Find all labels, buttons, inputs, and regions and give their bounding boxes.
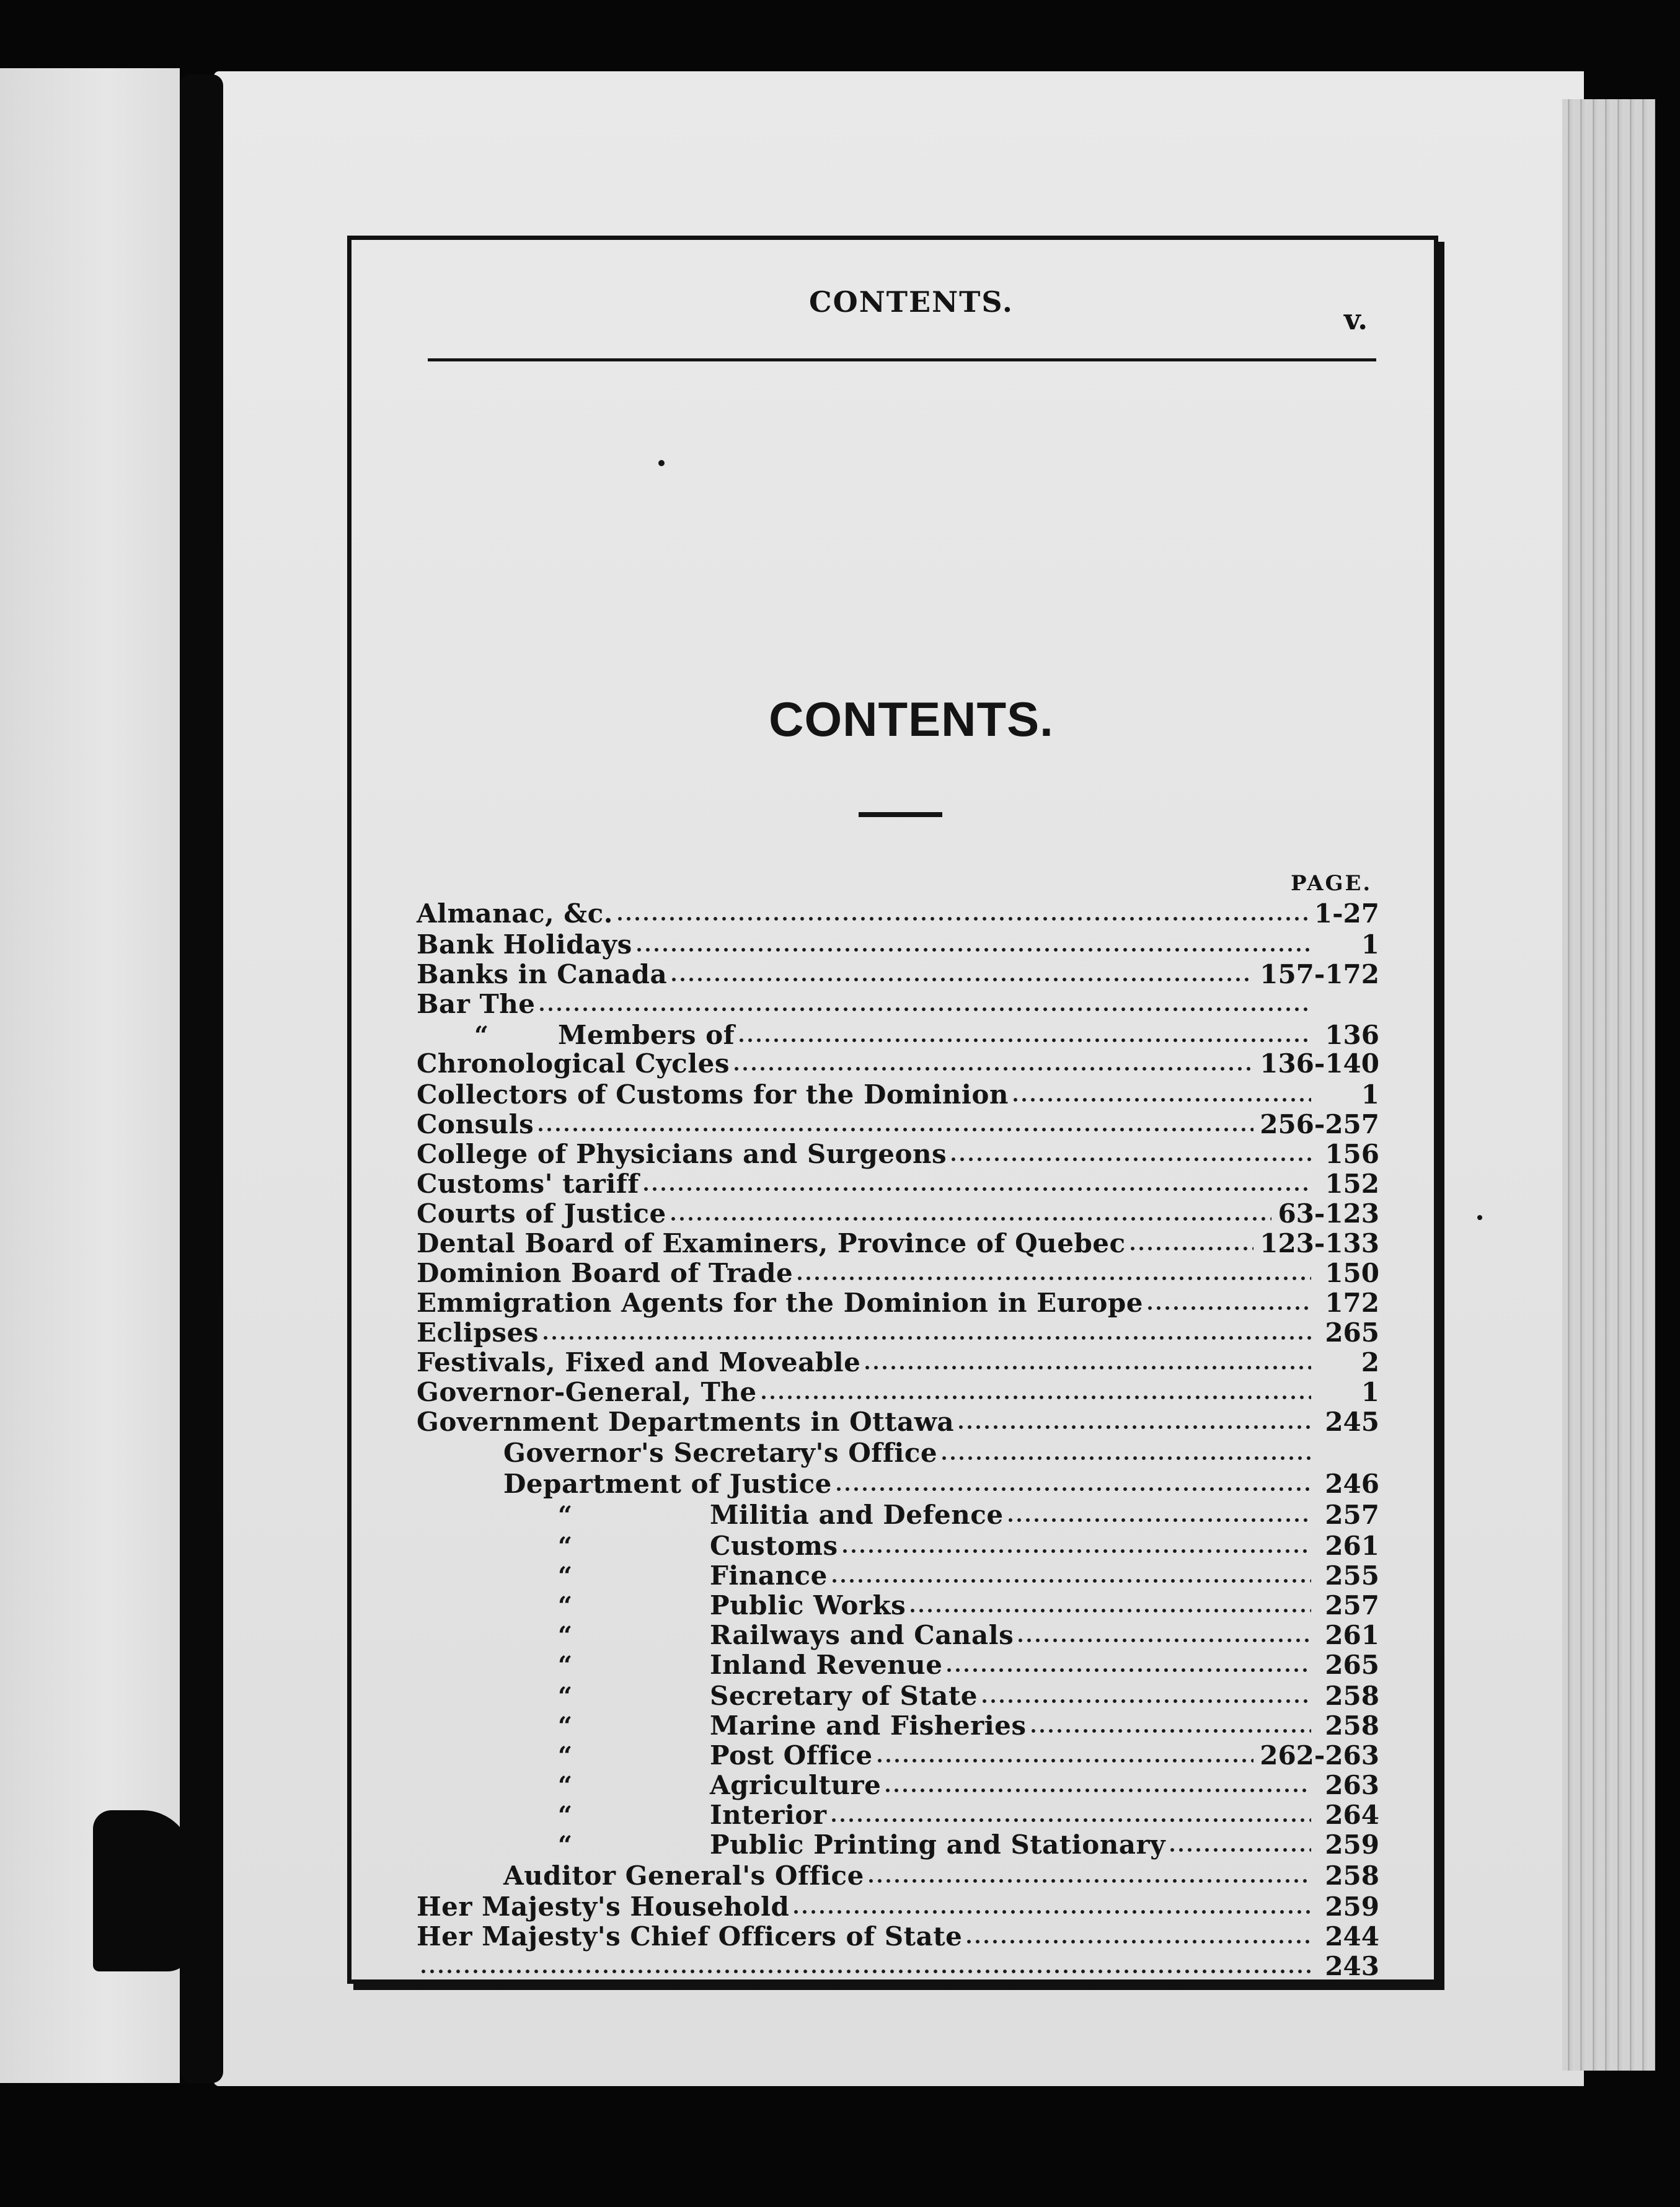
toc-entry-label: Railways and Canals: [710, 1620, 1014, 1650]
toc-entry: [503, 1861, 1379, 1891]
toc-entry-page: 244: [1325, 1921, 1379, 1952]
toc-entry-page: 262-263: [1260, 1740, 1379, 1771]
toc-entry: [417, 1169, 1379, 1199]
toc-entry-page: 150: [1325, 1258, 1379, 1288]
dot-leader: [908, 1608, 1311, 1613]
toc-entry-label: Bar The: [417, 989, 536, 1019]
ditto-mark: “: [558, 1682, 573, 1711]
dot-leader: [759, 1395, 1311, 1400]
toc-entry-label: College of Physicians and Surgeons: [417, 1139, 947, 1169]
dot-leader: [792, 1909, 1311, 1914]
ditto-mark: “: [558, 1712, 573, 1741]
toc-entry-page: 259: [1325, 1829, 1379, 1860]
toc-entry-label: Militia and Defence: [710, 1500, 1004, 1530]
ditto-mark: “: [558, 1741, 573, 1771]
toc-entry: [503, 1469, 1379, 1499]
toc-entry: [417, 1258, 1379, 1288]
toc-entry-page: 257: [1325, 1590, 1379, 1621]
toc-entry-page: 157-172: [1260, 959, 1379, 989]
toc-entry-label: Her Majesty's Chief Officers of State: [417, 1921, 963, 1952]
toc-entry-page: 1-27: [1314, 898, 1379, 929]
toc-entry: [417, 1318, 1379, 1348]
toc-entry: [417, 1288, 1379, 1318]
dot-leader: [536, 1127, 1253, 1132]
dot-leader: [670, 977, 1253, 982]
toc-entry: [503, 1438, 1379, 1468]
toc-entry: [558, 1531, 1379, 1561]
dot-leader: [737, 1038, 1311, 1043]
toc-entry: [417, 1049, 1379, 1079]
dot-leader: [419, 1969, 1311, 1974]
toc-entry: [558, 1591, 1379, 1621]
dot-leader: [867, 1878, 1311, 1883]
ditto-mark: “: [558, 1532, 573, 1561]
dot-leader: [541, 1335, 1311, 1340]
toc-entry-label: Auditor General's Office: [503, 1860, 864, 1891]
toc-entry-label: Festivals, Fixed and Moveable: [417, 1347, 861, 1378]
toc-entry: [558, 1650, 1379, 1680]
toc-entry: [417, 1952, 1379, 1981]
dot-leader: [1146, 1306, 1311, 1311]
toc-entry: [558, 1681, 1379, 1711]
toc-entry: [558, 1500, 1379, 1530]
dot-leader: [635, 947, 1311, 952]
ditto-mark: “: [558, 1651, 573, 1680]
dot-leader: [841, 1549, 1311, 1554]
dot-leader: [945, 1668, 1311, 1673]
toc-entry-page: 156: [1325, 1139, 1379, 1169]
toc-entry-label: Almanac, &c.: [417, 898, 613, 929]
dot-leader: [875, 1758, 1254, 1763]
ditto-mark: “: [474, 1021, 489, 1050]
toc-entry: [558, 1771, 1379, 1800]
toc-entry-label: Governor-General, The: [417, 1377, 757, 1407]
dot-leader: [1011, 1097, 1311, 1102]
toc-entry: [558, 1741, 1379, 1771]
toc-entry-label: Dental Board of Examiners, Province of Quebec: [417, 1228, 1126, 1258]
toc-entry-page: 259: [1325, 1891, 1379, 1922]
dot-leader: [669, 1216, 1272, 1221]
dot-leader: [537, 1007, 1311, 1012]
dot-leader: [1029, 1728, 1311, 1733]
toc-entry-page: 152: [1325, 1169, 1379, 1199]
toc-entry-label: Finance: [710, 1560, 828, 1591]
toc-entry: [417, 930, 1379, 960]
toc-entry-label: Customs: [710, 1531, 838, 1561]
toc-entry: [417, 1892, 1379, 1922]
toc-entry-page: 136: [1325, 1020, 1379, 1050]
toc-entry-page: 258: [1325, 1860, 1379, 1891]
dot-leader: [795, 1276, 1311, 1281]
left-page-edge: [0, 68, 180, 2083]
page-edges: [1562, 99, 1655, 2071]
toc-entry: [417, 1139, 1379, 1169]
ditto-mark: “: [558, 1591, 573, 1621]
toc-entry-page: 1: [1361, 1079, 1379, 1110]
toc-entry: [558, 1711, 1379, 1741]
toc-entry-page: 246: [1325, 1469, 1379, 1499]
dot-leader: [980, 1699, 1311, 1704]
dot-leader: [965, 1939, 1311, 1944]
ink-speck: [1477, 1215, 1482, 1220]
toc-entry: [417, 1922, 1379, 1952]
toc-entry-label: Department of Justice: [503, 1469, 832, 1499]
dot-leader: [949, 1157, 1311, 1162]
toc-entry-label: Chronological Cycles: [417, 1048, 730, 1079]
toc-entry-label: Secretary of State: [710, 1681, 978, 1711]
toc-entry: [558, 1830, 1379, 1860]
toc-entry-label: Interior: [710, 1800, 827, 1830]
page-folio: v.: [1344, 303, 1368, 336]
toc-entry-label: Dominion Board of Trade: [417, 1258, 794, 1288]
toc-entry-label: Post Office: [710, 1740, 873, 1771]
toc-entry-page: 264: [1325, 1800, 1379, 1830]
toc-entry-page: 261: [1325, 1531, 1379, 1561]
title-rule: [859, 812, 942, 817]
toc-entry-page: 261: [1325, 1620, 1379, 1650]
book-gutter: [180, 74, 223, 2083]
dot-leader: [883, 1788, 1311, 1793]
toc-entry-label: Customs' tariff: [417, 1169, 639, 1199]
toc-entry-page: 258: [1325, 1681, 1379, 1711]
toc-entry-page: 1: [1361, 1377, 1379, 1407]
dot-leader: [829, 1818, 1311, 1823]
toc-entry-page: 258: [1325, 1710, 1379, 1741]
running-title: CONTENTS.: [809, 285, 1014, 319]
toc-entry-label: Emmigration Agents for the Dominion in Europe: [417, 1288, 1143, 1318]
toc-entry-label: Courts of Justice: [417, 1198, 666, 1229]
toc-entry-label: Inland Revenue: [710, 1650, 943, 1680]
toc-entry-label: Eclipses: [417, 1317, 539, 1348]
dot-leader: [1168, 1847, 1311, 1852]
dot-leader: [616, 916, 1308, 921]
toc-entry-page: 263: [1325, 1770, 1379, 1800]
toc-entry-page: 63-123: [1278, 1198, 1379, 1229]
toc-entry-page: 255: [1325, 1560, 1379, 1591]
ditto-mark: “: [558, 1801, 573, 1830]
contents-title: CONTENTS.: [769, 692, 1054, 746]
toc-entry-label: Her Majesty's Household: [417, 1891, 790, 1922]
toc-entry-page: 265: [1325, 1650, 1379, 1680]
toc-entry-label: Governor's Secretary's Office: [503, 1438, 938, 1468]
dot-leader: [1016, 1638, 1311, 1643]
toc-entry-label: Members of: [558, 1020, 735, 1050]
toc-entry-page: 172: [1325, 1288, 1379, 1318]
toc-entry: [417, 989, 1379, 1019]
toc-entry-label: Public Printing and Stationary: [710, 1829, 1166, 1860]
dot-leader: [1006, 1518, 1311, 1523]
toc-entry: [558, 1800, 1379, 1830]
ditto-mark: “: [558, 1501, 573, 1530]
ink-speck: [658, 460, 665, 466]
toc-entry-page: 136-140: [1260, 1048, 1379, 1079]
toc-entry-page: 1: [1361, 929, 1379, 960]
ditto-mark: “: [558, 1621, 573, 1650]
toc-entry-label: Public Works: [710, 1590, 906, 1621]
toc-entry: [417, 1407, 1379, 1437]
toc-entry: [558, 1561, 1379, 1591]
dot-leader: [732, 1066, 1253, 1071]
toc-entry-label: Collectors of Customs for the Dominion: [417, 1079, 1009, 1110]
dot-leader: [863, 1365, 1311, 1370]
toc-entry: [417, 1348, 1379, 1378]
toc-entry-page: 2: [1361, 1347, 1379, 1378]
toc-entry-page: 265: [1325, 1317, 1379, 1348]
dot-leader: [830, 1578, 1311, 1583]
toc-entry-label: Banks in Canada: [417, 959, 668, 989]
dot-leader: [957, 1425, 1311, 1430]
toc-entry-label: Bank Holidays: [417, 929, 632, 960]
toc-entry-label: Consuls: [417, 1109, 534, 1139]
ditto-mark: “: [558, 1562, 573, 1591]
dot-leader: [834, 1487, 1311, 1492]
toc-entry-label: Government Departments in Ottawa: [417, 1407, 955, 1437]
toc-entry-page: 256-257: [1260, 1109, 1379, 1139]
dot-leader: [642, 1187, 1311, 1192]
header-rule: [428, 358, 1376, 361]
toc-entry-page: 257: [1325, 1500, 1379, 1530]
toc-entry-label: Marine and Fisheries: [710, 1710, 1027, 1741]
dot-leader: [940, 1456, 1311, 1461]
toc-entry: [417, 1110, 1379, 1139]
page-column-label: PAGE.: [1291, 871, 1373, 896]
toc-entry-page: 123-133: [1260, 1228, 1379, 1258]
toc-entry-label: Agriculture: [710, 1770, 882, 1800]
dot-leader: [1128, 1246, 1254, 1251]
toc-entry: [417, 1080, 1379, 1110]
toc-entry: [417, 899, 1379, 929]
toc-entry-page: 245: [1325, 1407, 1379, 1437]
toc-entry: [558, 1621, 1379, 1650]
toc-entry-page: 243: [1325, 1951, 1379, 1981]
gutter-tear: [93, 1810, 192, 1971]
toc-entry: [417, 1229, 1379, 1258]
ditto-mark: “: [558, 1831, 573, 1860]
toc-entry: [474, 1020, 1379, 1050]
toc-entry: [417, 960, 1379, 989]
toc-entry: [417, 1199, 1379, 1229]
toc-entry: [417, 1378, 1379, 1407]
ditto-mark: “: [558, 1771, 573, 1800]
